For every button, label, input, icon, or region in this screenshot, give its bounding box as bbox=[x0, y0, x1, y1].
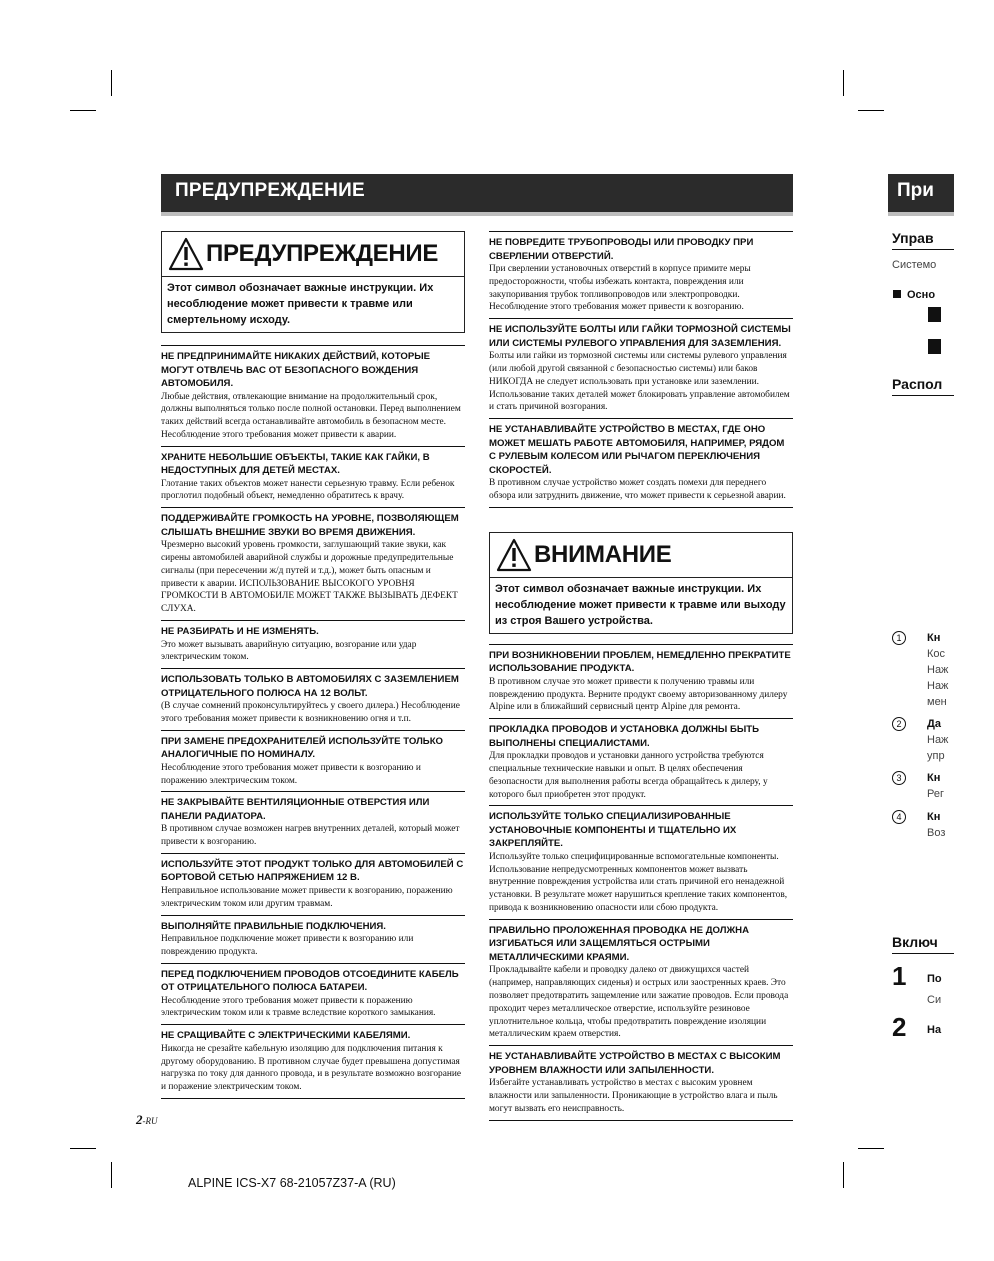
warning-item-heading: ВЫПОЛНЯЙТЕ ПРАВИЛЬНЫЕ ПОДКЛЮЧЕНИЯ. bbox=[161, 920, 386, 932]
warning-item-body: В противном случае это может привести к получению травмы или повреждению продукта. Верните продукт своему авторизованному дилеру Alpine или в ближайший сервисный центр Alpine для ремонта. bbox=[489, 676, 788, 713]
callout-text: Наж bbox=[927, 664, 949, 676]
warning-item-body: Любые действия, отвлекающие внимание на продолжительный срок, должны выполняться только после полной остановки. Перед выполнением таких действий всегда останавливайте автомобиль в безопасном месте. bbox=[161, 391, 461, 428]
next-page-text-1: Системо bbox=[892, 259, 937, 271]
caution-box-description: Этот символ обозначает важные инструкции. Их несоблюдение может привести к травме или выходу из строя Вашего устройства. bbox=[495, 582, 786, 627]
warning-triangle-icon bbox=[496, 538, 532, 572]
warning-item-body: Несоблюдение этого требования может привести к аварии. bbox=[161, 429, 397, 440]
next-page-heading-3: Включ bbox=[892, 934, 954, 954]
warning-item bbox=[489, 919, 793, 1041]
caution-box bbox=[489, 532, 793, 634]
warning-box-description: Этот символ обозначает важные инструкции. Их несоблюдение может привести к травме или смертельному исходу. bbox=[167, 282, 434, 326]
warning-item-body: При сверлении установочных отверстий в корпусе примите меры предосторожности, чтобы избежать контакта, повреждения или закупоривания трубок топливопроводов или электропроводки. Несоблюдение этого требования может привести к возгоранию. bbox=[489, 264, 751, 313]
warning-box-title: ПРЕДУПРЕЖДЕНИЕ bbox=[206, 240, 439, 267]
page-number-suffix: -RU bbox=[142, 1116, 158, 1126]
warning-item-heading: ПРИ ЗАМЕНЕ ПРЕДОХРАНИТЕЛЕЙ ИСПОЛЬЗУЙТЕ ТОЛЬКО АНАЛОГИЧНЫЕ ПО НОМИНАЛУ. bbox=[161, 735, 444, 761]
callout-number: 2 bbox=[892, 717, 906, 731]
warning-item bbox=[161, 507, 465, 616]
callout-label: Кн bbox=[927, 632, 941, 644]
next-page-heading-1: Управ bbox=[892, 230, 954, 250]
callout-number: 3 bbox=[892, 771, 906, 785]
crop-mark bbox=[111, 1162, 112, 1188]
warning-item-body: Неправильное подключение может привести к возгоранию или повреждению продукта. bbox=[161, 934, 414, 957]
callout-text: Рег bbox=[927, 788, 944, 800]
warning-item-heading: НЕ УСТАНАВЛИВАЙТЕ УСТРОЙСТВО В МЕСТАХ, ГДЕ ОНО МОЖЕТ МЕШАТЬ РАБОТЕ АВТОМОБИЛЯ, НАПРИМЕР, РЯДОМ С РУЛЕВЫМ КОЛЕСОМ ИЛИ РЫЧАГОМ ПЕРЕКЛЮЧЕНИЯ СКОРОСТЕЙ. bbox=[489, 424, 785, 476]
warning-item-body: Несоблюдение этого требования может привести к возгоранию и поражению электрическим током. bbox=[161, 762, 421, 786]
left-column bbox=[161, 231, 465, 1099]
warning-item-body: Используйте только специфицированные вспомогательные компоненты. Использование непредусмотренных компонентов может вызвать внутренние повреждения устройства или стать причиной его ненадежной установки. В результате может нарушиться крепление таких компонентов, привода к возникновению опасности или сбою продукта. bbox=[489, 851, 788, 914]
warning-item-heading: ПОДДЕРЖИВАЙТЕ ГРОМКОСТЬ НА УРОВНЕ, ПОЗВОЛЯЮЩЕМ СЛЫШАТЬ ВНЕШНИЕ ЗВУКИ ВО ВРЕМЯ ДВИЖЕНИЯ. bbox=[161, 513, 459, 538]
warning-item-body: В противном случае возможен нагрев внутренних деталей, который может привести к возгоранию. bbox=[161, 824, 460, 848]
next-page-callout bbox=[892, 714, 958, 764]
callout-text: Кос bbox=[927, 648, 946, 660]
warning-item-heading: ПРОКЛАДКА ПРОВОДОВ И УСТАНОВКА ДОЛЖНЫ БЫТЬ ВЫПОЛНЕНЫ СПЕЦИАЛИСТАМИ. bbox=[489, 724, 759, 749]
warning-item-body: (В случае сомнений проконсультируйтесь у своего дилера.) Несоблюдение этого требования может привести к возникновению огня и т.п. bbox=[161, 701, 460, 724]
callout-label: Кн bbox=[927, 772, 941, 784]
callout-text: мен bbox=[927, 696, 947, 708]
crop-mark bbox=[843, 70, 844, 96]
section-header bbox=[161, 174, 793, 216]
warning-item bbox=[161, 620, 465, 664]
warning-item-body: Несоблюдение этого требования может привести к поражению электрическим током или к травме вследствие короткого замыкания. bbox=[161, 995, 436, 1019]
warning-item-heading: ИСПОЛЬЗОВАТЬ ТОЛЬКО В АВТОМОБИЛЯХ С ЗАЗЕМЛЕНИЕМ ОТРИЦАТЕЛЬНОГО ПОЛЮСА НА 12 ВОЛЬТ. bbox=[161, 674, 459, 699]
crop-mark bbox=[858, 1148, 884, 1149]
warning-item-body: Для прокладки проводов и установки данного устройства требуются специальные технические навыки и опыт. В целях обеспечения безопасности для выполнения работы всегда обращайтесь к дилеру, у которого был приобретен этот продукт. bbox=[489, 751, 768, 800]
warning-item bbox=[161, 668, 465, 726]
warning-triangle-icon bbox=[168, 237, 204, 271]
warning-item-heading: ИСПОЛЬЗУЙТЕ ТОЛЬКО СПЕЦИАЛИЗИРОВАННЫЕ УСТАНОВОЧНЫЕ КОМПОНЕНТЫ И ТЩАТЕЛЬНО ИХ ЗАКРЕПЛЯЙТЕ. bbox=[489, 811, 737, 850]
warning-item-heading: НЕ ИСПОЛЬЗУЙТЕ БОЛТЫ ИЛИ ГАЙКИ ТОРМОЗНОЙ СИСТЕМЫ ИЛИ СИСТЕМЫ РУЛЕВОГО УПРАВЛЕНИЯ ДЛЯ ЗАЗЕМЛЕНИЯ. bbox=[489, 324, 791, 349]
warning-item bbox=[161, 730, 465, 788]
callout-text: Воз bbox=[927, 827, 946, 839]
page-number-value: 2 bbox=[136, 1112, 143, 1127]
next-page-button-icon bbox=[928, 339, 994, 359]
next-page-bullet-label: Осно bbox=[907, 289, 936, 301]
callout-number: 1 bbox=[892, 631, 906, 645]
warning-item bbox=[161, 446, 465, 504]
crop-mark bbox=[843, 1162, 844, 1188]
warning-item-heading: НЕ ЗАКРЫВАЙТЕ ВЕНТИЛЯЦИОННЫЕ ОТВЕРСТИЯ ИЛИ ПАНЕЛИ РАДИАТОРА. bbox=[161, 797, 430, 822]
next-page-header-title: При bbox=[897, 180, 934, 201]
next-page-callout bbox=[892, 628, 958, 710]
next-page-heading-2: Распол bbox=[892, 376, 954, 396]
warning-item bbox=[489, 318, 793, 414]
step-subtext: Си bbox=[927, 994, 942, 1006]
warning-box-header bbox=[162, 232, 464, 277]
warning-item-heading: ИСПОЛЬЗУЙТЕ ЭТОТ ПРОДУКТ ТОЛЬКО ДЛЯ АВТОМОБИЛЕЙ С БОРТОВОЙ СЕТЬЮ НАПРЯЖЕНИЕМ 12 В. bbox=[161, 858, 464, 884]
step-label: На bbox=[927, 1024, 942, 1036]
warning-box bbox=[161, 231, 465, 333]
warning-item-heading: ПРИ ВОЗНИКНОВЕНИИ ПРОБЛЕМ, НЕМЕДЛЕННО ПРЕКРАТИТЕ ИСПОЛЬЗОВАНИЕ ПРОДУКТА. bbox=[489, 649, 791, 675]
callout-text: упр bbox=[927, 750, 945, 762]
next-page-callout bbox=[892, 768, 958, 802]
warning-item-heading: НЕ РАЗБИРАТЬ И НЕ ИЗМЕНЯТЬ. bbox=[161, 626, 319, 638]
warning-item bbox=[161, 345, 465, 442]
callout-text: Наж bbox=[927, 680, 949, 692]
warning-item bbox=[161, 791, 465, 849]
warning-item-body: Никогда не срезайте кабельную изоляцию для подключения питания к другому оборудованию. В противном случае будет превышена допустимая нагрузка по току для данного провода, и в результате возможно возгорание и поражение электрическим током. bbox=[161, 1043, 462, 1093]
step-label: По bbox=[927, 973, 942, 985]
warning-item-body: Избегайте устанавливать устройство в местах с высоким уровнем влажности или запыленности. Проникающие в устройство влага и пыль могут вызвать его неисправность. bbox=[489, 1078, 778, 1114]
caution-box-title: ВНИМАНИЕ bbox=[534, 540, 672, 568]
crop-mark bbox=[70, 110, 96, 111]
warning-item bbox=[489, 1045, 793, 1120]
warning-item-heading: ХРАНИТЕ НЕБОЛЬШИЕ ОБЪЕКТЫ, ТАКИЕ КАК ГАЙКИ, В НЕДОСТУПНЫХ ДЛЯ ДЕТЕЙ МЕСТАХ. bbox=[161, 451, 430, 477]
warning-item-body: Неправильное использование может привести к возгоранию, поражению электрическим током или другим травмам. bbox=[161, 885, 453, 909]
crop-mark bbox=[858, 110, 884, 111]
warning-item bbox=[489, 231, 793, 314]
callout-text: Наж bbox=[927, 734, 949, 746]
warning-item bbox=[161, 915, 465, 959]
next-page-button-icon bbox=[928, 307, 994, 327]
next-page-step-1 bbox=[892, 961, 958, 1006]
black-square-icon bbox=[928, 307, 941, 322]
callout-label: Да bbox=[927, 718, 941, 730]
black-square-icon bbox=[928, 339, 941, 354]
left-warning-list bbox=[161, 345, 465, 1099]
right-caution-list bbox=[489, 644, 793, 1121]
warning-item-heading: НЕ ПОВРЕДИТЕ ТРУБОПРОВОДЫ ИЛИ ПРОВОДКУ ПРИ СВЕРЛЕНИИ ОТВЕРСТИЙ. bbox=[489, 237, 754, 262]
next-page-header bbox=[888, 174, 954, 216]
warning-item-heading: НЕ УСТАНАВЛИВАЙТЕ УСТРОЙСТВО В МЕСТАХ С ВЫСОКИМ УРОВНЕМ ВЛАЖНОСТИ ИЛИ ЗАПЫЛЕННОСТИ. bbox=[489, 1051, 781, 1076]
warning-item bbox=[161, 853, 465, 911]
warning-item bbox=[161, 963, 465, 1021]
step-number: 2 bbox=[892, 1012, 907, 1042]
right-column bbox=[489, 231, 793, 1121]
footer-document-id: ALPINE ICS-X7 68-21057Z37-A (RU) bbox=[188, 1176, 396, 1190]
warning-item-body: В противном случае устройство может создать помехи для переднего обзора или затруднить движение, что может привести к серьезной аварии. bbox=[489, 478, 786, 501]
crop-mark bbox=[111, 70, 112, 96]
warning-item bbox=[161, 1024, 465, 1099]
crop-mark bbox=[70, 1148, 96, 1149]
step-number: 1 bbox=[892, 961, 907, 991]
warning-item-heading: НЕ СРАЩИВАЙТЕ С ЭЛЕКТРИЧЕСКИМИ КАБЕЛЯМИ. bbox=[161, 1030, 411, 1042]
page-number bbox=[136, 1112, 158, 1128]
callout-number: 4 bbox=[892, 810, 906, 824]
right-warning-list bbox=[489, 231, 793, 508]
warning-item-heading: НЕ ПРЕДПРИНИМАЙТЕ НИКАКИХ ДЕЙСТВИЙ, КОТОРЫЕ МОГУТ ОТВЛЕЧЬ ВАС ОТ БЕЗОПАСНОГО ВОЖДЕНИЯ АВТОМОБИЛЯ. bbox=[161, 351, 431, 389]
next-page-bullet bbox=[893, 289, 959, 301]
warning-item-body: Глотание таких объектов может нанести серьезную травму. Если ребенок проглотил подобный объект, немедленно обратитесь к врачу. bbox=[161, 478, 455, 502]
caution-box-header bbox=[490, 533, 792, 578]
warning-item bbox=[489, 418, 793, 508]
warning-item-body: Болты или гайки из тормозной системы или системы рулевого управления (или любой другой связанной с безопасностью системы) или баков НИКОГДА не следует использовать при установке или заземлении. Использование таких деталей может блокировать управление автомобилем и стать причиной возгорания. bbox=[489, 351, 790, 413]
warning-item-heading: ПЕРЕД ПОДКЛЮЧЕНИЕМ ПРОВОДОВ ОТСОЕДИНИТЕ КАБЕЛЬ ОТ ОТРИЦАТЕЛЬНОГО ПОЛЮСА БАТАРЕИ. bbox=[161, 968, 459, 994]
warning-item bbox=[489, 718, 793, 801]
warning-item-body: Это может вызывать аварийную ситуацию, возгорание или удар электрическим током. bbox=[161, 639, 417, 663]
section-title: ПРЕДУПРЕЖДЕНИЕ bbox=[175, 180, 365, 201]
warning-item-body: Чрезмерно высокий уровень громкости, заглушающий такие звуки, как сирены автомобилей аварийной службы и дорожные предупредительные сигналы (при пересечении ж/д путей и т.д.), может быть опасным и привести к аварии. ИСПОЛЬЗОВАНИЕ ВЫСОКОГО УРОВНЯ ГРОМКОСТИ В АВТОМОБИЛЕ МОЖЕТ ТАКЖЕ ВЫЗЫВАТЬ ДЕФЕКТ СЛУХА. bbox=[161, 540, 458, 615]
warning-item-body: Прокладывайте кабели и проводку далеко от движущихся частей (например, направляющих сиденья) и острых или заостренных краев. Это позволяет предотвратить защемление или зажатие проводов. Если провода проходит через металлическое отверстие, используйте резиновое уплотнительное кольца, чтобы предотвратить повреждение изоляции металлическим краем отверстия. bbox=[489, 965, 789, 1040]
next-page-callout bbox=[892, 807, 958, 841]
next-page-step-2 bbox=[892, 1012, 958, 1043]
warning-item-heading: ПРАВИЛЬНО ПРОЛОЖЕННАЯ ПРОВОДКА НЕ ДОЛЖНА ИЗГИБАТЬСЯ ИЛИ ЗАЩЕМЛЯТЬСЯ ОСТРЫМИ МЕТАЛЛИЧЕСКИМИ КРАЯМИ. bbox=[489, 924, 750, 963]
callout-label: Кн bbox=[927, 811, 941, 823]
warning-item bbox=[489, 805, 793, 914]
square-bullet-icon bbox=[893, 290, 901, 298]
warning-item bbox=[489, 644, 793, 714]
